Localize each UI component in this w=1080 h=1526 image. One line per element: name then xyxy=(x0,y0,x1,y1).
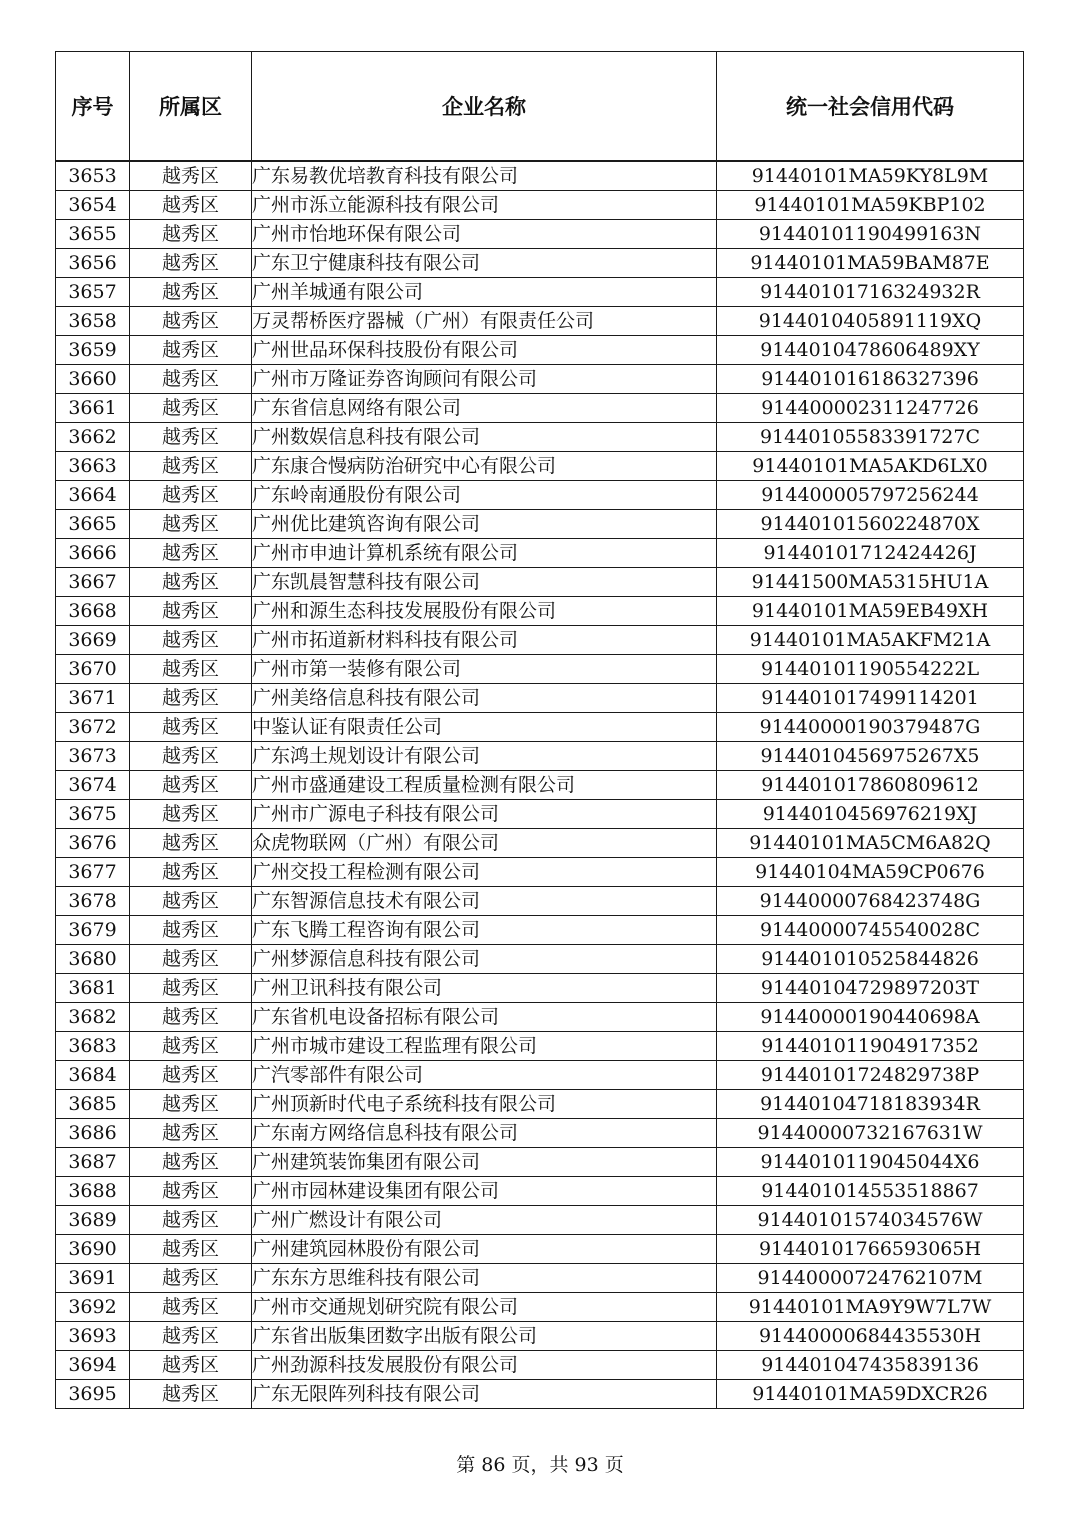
table-row xyxy=(56,974,1024,1003)
table-row xyxy=(56,1148,1024,1177)
row-index: 3691 xyxy=(56,1264,130,1293)
header-index: 序号 xyxy=(56,52,130,162)
row-company-name: 广州市园林建设集团有限公司 xyxy=(252,1177,717,1206)
table-row xyxy=(56,539,1024,568)
row-credit-code: 914400002311247726 xyxy=(717,394,1024,423)
row-company-name: 中鉴认证有限责任公司 xyxy=(252,713,717,742)
row-company-name: 广州建筑装饰集团有限公司 xyxy=(252,1148,717,1177)
table-row xyxy=(56,1119,1024,1148)
row-credit-code: 914400005797256244 xyxy=(717,481,1024,510)
row-district: 越秀区 xyxy=(130,249,252,278)
table-row xyxy=(56,452,1024,481)
row-index: 3669 xyxy=(56,626,130,655)
table-row xyxy=(56,1380,1024,1409)
row-district: 越秀区 xyxy=(130,1380,252,1409)
row-credit-code: 91440101724829738P xyxy=(717,1061,1024,1090)
row-credit-code: 91440000684435530H xyxy=(717,1322,1024,1351)
row-index: 3653 xyxy=(56,161,130,191)
row-company-name: 广东易教优培教育科技有限公司 xyxy=(252,161,717,191)
row-index: 3695 xyxy=(56,1380,130,1409)
row-company-name: 广州劲源科技发展股份有限公司 xyxy=(252,1351,717,1380)
row-index: 3675 xyxy=(56,800,130,829)
row-district: 越秀区 xyxy=(130,1235,252,1264)
table-row xyxy=(56,742,1024,771)
row-company-name: 广州世品环保科技股份有限公司 xyxy=(252,336,717,365)
row-credit-code: 91440101766593065H xyxy=(717,1235,1024,1264)
row-company-name: 广州优比建筑咨询有限公司 xyxy=(252,510,717,539)
table-row xyxy=(56,481,1024,510)
row-district: 越秀区 xyxy=(130,539,252,568)
table-row xyxy=(56,1206,1024,1235)
table-row xyxy=(56,568,1024,597)
row-district: 越秀区 xyxy=(130,655,252,684)
row-index: 3677 xyxy=(56,858,130,887)
row-index: 3668 xyxy=(56,597,130,626)
row-district: 越秀区 xyxy=(130,191,252,220)
row-district: 越秀区 xyxy=(130,974,252,1003)
table-row xyxy=(56,394,1024,423)
row-index: 3693 xyxy=(56,1322,130,1351)
row-credit-code: 91440101560224870X xyxy=(717,510,1024,539)
row-company-name: 众虎物联网（广州）有限公司 xyxy=(252,829,717,858)
row-credit-code: 9144010119045044X6 xyxy=(717,1148,1024,1177)
row-company-name: 广州市盛通建设工程质量检测有限公司 xyxy=(252,771,717,800)
table-header-row xyxy=(56,52,1024,162)
row-credit-code: 91440000768423748G xyxy=(717,887,1024,916)
table-row xyxy=(56,1177,1024,1206)
row-district: 越秀区 xyxy=(130,1148,252,1177)
row-index: 3661 xyxy=(56,394,130,423)
row-district: 越秀区 xyxy=(130,887,252,916)
table-row xyxy=(56,1322,1024,1351)
row-district: 越秀区 xyxy=(130,1264,252,1293)
row-district: 越秀区 xyxy=(130,336,252,365)
table-row xyxy=(56,1264,1024,1293)
row-credit-code: 914401016186327396 xyxy=(717,365,1024,394)
row-company-name: 广州市万隆证券咨询顾问有限公司 xyxy=(252,365,717,394)
row-credit-code: 91440101MA59KBP102 xyxy=(717,191,1024,220)
row-company-name: 广东凯晨智慧科技有限公司 xyxy=(252,568,717,597)
row-company-name: 广州羊城通有限公司 xyxy=(252,278,717,307)
row-index: 3660 xyxy=(56,365,130,394)
table-row xyxy=(56,771,1024,800)
row-index: 3679 xyxy=(56,916,130,945)
row-company-name: 广州数娱信息科技有限公司 xyxy=(252,423,717,452)
row-credit-code: 91440101712424426J xyxy=(717,539,1024,568)
row-credit-code: 91440101MA59EB49XH xyxy=(717,597,1024,626)
row-credit-code: 9144010456975267X5 xyxy=(717,742,1024,771)
table-row xyxy=(56,945,1024,974)
row-district: 越秀区 xyxy=(130,510,252,539)
row-credit-code: 9144010478606489XY xyxy=(717,336,1024,365)
table-row xyxy=(56,423,1024,452)
row-credit-code: 91440000745540028C xyxy=(717,916,1024,945)
row-credit-code: 914401017860809612 xyxy=(717,771,1024,800)
row-company-name: 广州市第一装修有限公司 xyxy=(252,655,717,684)
row-company-name: 广州广燃设计有限公司 xyxy=(252,1206,717,1235)
row-district: 越秀区 xyxy=(130,1177,252,1206)
table-row xyxy=(56,887,1024,916)
row-index: 3673 xyxy=(56,742,130,771)
row-company-name: 广州卫讯科技有限公司 xyxy=(252,974,717,1003)
table-row xyxy=(56,510,1024,539)
row-district: 越秀区 xyxy=(130,394,252,423)
row-index: 3680 xyxy=(56,945,130,974)
page-footer: 第 86 页，共 93 页 xyxy=(456,1454,624,1476)
row-index: 3658 xyxy=(56,307,130,336)
row-district: 越秀区 xyxy=(130,161,252,191)
row-district: 越秀区 xyxy=(130,1206,252,1235)
row-company-name: 广州建筑园林股份有限公司 xyxy=(252,1235,717,1264)
table-row xyxy=(56,191,1024,220)
row-credit-code: 914401010525844826 xyxy=(717,945,1024,974)
row-district: 越秀区 xyxy=(130,220,252,249)
header-company-name: 企业名称 xyxy=(252,52,717,162)
row-company-name: 广东岭南通股份有限公司 xyxy=(252,481,717,510)
company-table xyxy=(55,51,1024,1409)
row-credit-code: 9144010456976219XJ xyxy=(717,800,1024,829)
row-company-name: 广州顶新时代电子系统科技有限公司 xyxy=(252,1090,717,1119)
row-district: 越秀区 xyxy=(130,278,252,307)
row-index: 3690 xyxy=(56,1235,130,1264)
table-row xyxy=(56,307,1024,336)
row-company-name: 广东省信息网络有限公司 xyxy=(252,394,717,423)
row-index: 3659 xyxy=(56,336,130,365)
row-credit-code: 914401014553518867 xyxy=(717,1177,1024,1206)
row-company-name: 广东东方思维科技有限公司 xyxy=(252,1264,717,1293)
table-row xyxy=(56,916,1024,945)
row-index: 3688 xyxy=(56,1177,130,1206)
row-credit-code: 9144010405891119XQ xyxy=(717,307,1024,336)
row-district: 越秀区 xyxy=(130,452,252,481)
row-index: 3684 xyxy=(56,1061,130,1090)
row-district: 越秀区 xyxy=(130,597,252,626)
row-company-name: 广东南方网络信息科技有限公司 xyxy=(252,1119,717,1148)
row-credit-code: 91440101MA9Y9W7L7W xyxy=(717,1293,1024,1322)
row-credit-code: 91440104718183934R xyxy=(717,1090,1024,1119)
row-credit-code: 91440104MA59CP0676 xyxy=(717,858,1024,887)
row-company-name: 广州市交通规划研究院有限公司 xyxy=(252,1293,717,1322)
table-row xyxy=(56,1003,1024,1032)
table-row xyxy=(56,365,1024,394)
table-row xyxy=(56,626,1024,655)
row-company-name: 广东康合慢病防治研究中心有限公司 xyxy=(252,452,717,481)
row-index: 3674 xyxy=(56,771,130,800)
table-row xyxy=(56,829,1024,858)
row-credit-code: 91440101574034576W xyxy=(717,1206,1024,1235)
row-index: 3685 xyxy=(56,1090,130,1119)
table-row xyxy=(56,1293,1024,1322)
row-credit-code: 91440104729897203T xyxy=(717,974,1024,1003)
row-index: 3672 xyxy=(56,713,130,742)
table-row xyxy=(56,655,1024,684)
row-district: 越秀区 xyxy=(130,916,252,945)
table-row xyxy=(56,1351,1024,1380)
row-district: 越秀区 xyxy=(130,1119,252,1148)
row-district: 越秀区 xyxy=(130,1351,252,1380)
row-index: 3689 xyxy=(56,1206,130,1235)
row-district: 越秀区 xyxy=(130,858,252,887)
row-credit-code: 91440101MA5AKD6LX0 xyxy=(717,452,1024,481)
table-row xyxy=(56,278,1024,307)
table-row xyxy=(56,800,1024,829)
row-index: 3654 xyxy=(56,191,130,220)
row-district: 越秀区 xyxy=(130,800,252,829)
table-row xyxy=(56,1235,1024,1264)
row-credit-code: 91440000190440698A xyxy=(717,1003,1024,1032)
row-district: 越秀区 xyxy=(130,307,252,336)
row-credit-code: 91440000724762107M xyxy=(717,1264,1024,1293)
row-company-name: 广州市申迪计算机系统有限公司 xyxy=(252,539,717,568)
row-company-name: 广东鸿土规划设计有限公司 xyxy=(252,742,717,771)
row-company-name: 广东飞腾工程咨询有限公司 xyxy=(252,916,717,945)
row-district: 越秀区 xyxy=(130,1322,252,1351)
row-credit-code: 914401017499114201 xyxy=(717,684,1024,713)
row-district: 越秀区 xyxy=(130,423,252,452)
row-district: 越秀区 xyxy=(130,626,252,655)
table-row xyxy=(56,249,1024,278)
table-body xyxy=(56,161,1024,1409)
row-district: 越秀区 xyxy=(130,829,252,858)
row-index: 3681 xyxy=(56,974,130,1003)
row-company-name: 广东省出版集团数字出版有限公司 xyxy=(252,1322,717,1351)
table-row xyxy=(56,1032,1024,1061)
row-index: 3663 xyxy=(56,452,130,481)
row-index: 3686 xyxy=(56,1119,130,1148)
table-row xyxy=(56,161,1024,191)
row-company-name: 万灵帮桥医疗器械（广州）有限责任公司 xyxy=(252,307,717,336)
row-company-name: 广州市怡地环保有限公司 xyxy=(252,220,717,249)
row-credit-code: 91440101190499163N xyxy=(717,220,1024,249)
row-company-name: 广东省机电设备招标有限公司 xyxy=(252,1003,717,1032)
row-credit-code: 91440101MA5AKFM21A xyxy=(717,626,1024,655)
row-index: 3655 xyxy=(56,220,130,249)
row-index: 3678 xyxy=(56,887,130,916)
row-company-name: 广州梦源信息科技有限公司 xyxy=(252,945,717,974)
table-row xyxy=(56,336,1024,365)
row-credit-code: 914401011904917352 xyxy=(717,1032,1024,1061)
row-company-name: 广东卫宁健康科技有限公司 xyxy=(252,249,717,278)
row-company-name: 广州和源生态科技发展股份有限公司 xyxy=(252,597,717,626)
row-district: 越秀区 xyxy=(130,1032,252,1061)
table-row xyxy=(56,1061,1024,1090)
table-row xyxy=(56,220,1024,249)
row-index: 3656 xyxy=(56,249,130,278)
row-district: 越秀区 xyxy=(130,1061,252,1090)
row-index: 3664 xyxy=(56,481,130,510)
row-district: 越秀区 xyxy=(130,1003,252,1032)
row-company-name: 广州市拓道新材料科技有限公司 xyxy=(252,626,717,655)
table-row xyxy=(56,1090,1024,1119)
row-credit-code: 914401047435839136 xyxy=(717,1351,1024,1380)
row-company-name: 广汽零部件有限公司 xyxy=(252,1061,717,1090)
row-credit-code: 91440101190554222L xyxy=(717,655,1024,684)
row-credit-code: 91440101MA59KY8L9M xyxy=(717,161,1024,191)
row-index: 3676 xyxy=(56,829,130,858)
row-index: 3687 xyxy=(56,1148,130,1177)
row-index: 3683 xyxy=(56,1032,130,1061)
row-company-name: 广州市城市建设工程监理有限公司 xyxy=(252,1032,717,1061)
row-index: 3665 xyxy=(56,510,130,539)
row-district: 越秀区 xyxy=(130,684,252,713)
row-index: 3694 xyxy=(56,1351,130,1380)
row-company-name: 广州市泺立能源科技有限公司 xyxy=(252,191,717,220)
row-district: 越秀区 xyxy=(130,742,252,771)
row-credit-code: 91440105583391727C xyxy=(717,423,1024,452)
row-index: 3667 xyxy=(56,568,130,597)
row-credit-code: 91440000190379487G xyxy=(717,713,1024,742)
row-credit-code: 91440000732167631W xyxy=(717,1119,1024,1148)
row-company-name: 广州市广源电子科技有限公司 xyxy=(252,800,717,829)
row-index: 3671 xyxy=(56,684,130,713)
header-district: 所属区 xyxy=(130,52,252,162)
row-company-name: 广州美络信息科技有限公司 xyxy=(252,684,717,713)
row-credit-code: 91440101MA59DXCR26 xyxy=(717,1380,1024,1409)
row-credit-code: 91441500MA5315HU1A xyxy=(717,568,1024,597)
row-credit-code: 91440101MA5CM6A82Q xyxy=(717,829,1024,858)
table-row xyxy=(56,858,1024,887)
row-district: 越秀区 xyxy=(130,1090,252,1119)
row-district: 越秀区 xyxy=(130,481,252,510)
row-district: 越秀区 xyxy=(130,1293,252,1322)
row-district: 越秀区 xyxy=(130,568,252,597)
row-company-name: 广东无限阵列科技有限公司 xyxy=(252,1380,717,1409)
row-district: 越秀区 xyxy=(130,771,252,800)
row-index: 3666 xyxy=(56,539,130,568)
row-index: 3662 xyxy=(56,423,130,452)
row-index: 3692 xyxy=(56,1293,130,1322)
row-district: 越秀区 xyxy=(130,945,252,974)
row-district: 越秀区 xyxy=(130,365,252,394)
table-row xyxy=(56,597,1024,626)
row-index: 3657 xyxy=(56,278,130,307)
row-company-name: 广东智源信息技术有限公司 xyxy=(252,887,717,916)
table-row xyxy=(56,684,1024,713)
row-credit-code: 91440101716324932R xyxy=(717,278,1024,307)
row-company-name: 广州交投工程检测有限公司 xyxy=(252,858,717,887)
row-index: 3670 xyxy=(56,655,130,684)
row-index: 3682 xyxy=(56,1003,130,1032)
row-credit-code: 91440101MA59BAM87E xyxy=(717,249,1024,278)
row-district: 越秀区 xyxy=(130,713,252,742)
header-credit-code: 统一社会信用代码 xyxy=(717,52,1024,162)
table-row xyxy=(56,713,1024,742)
